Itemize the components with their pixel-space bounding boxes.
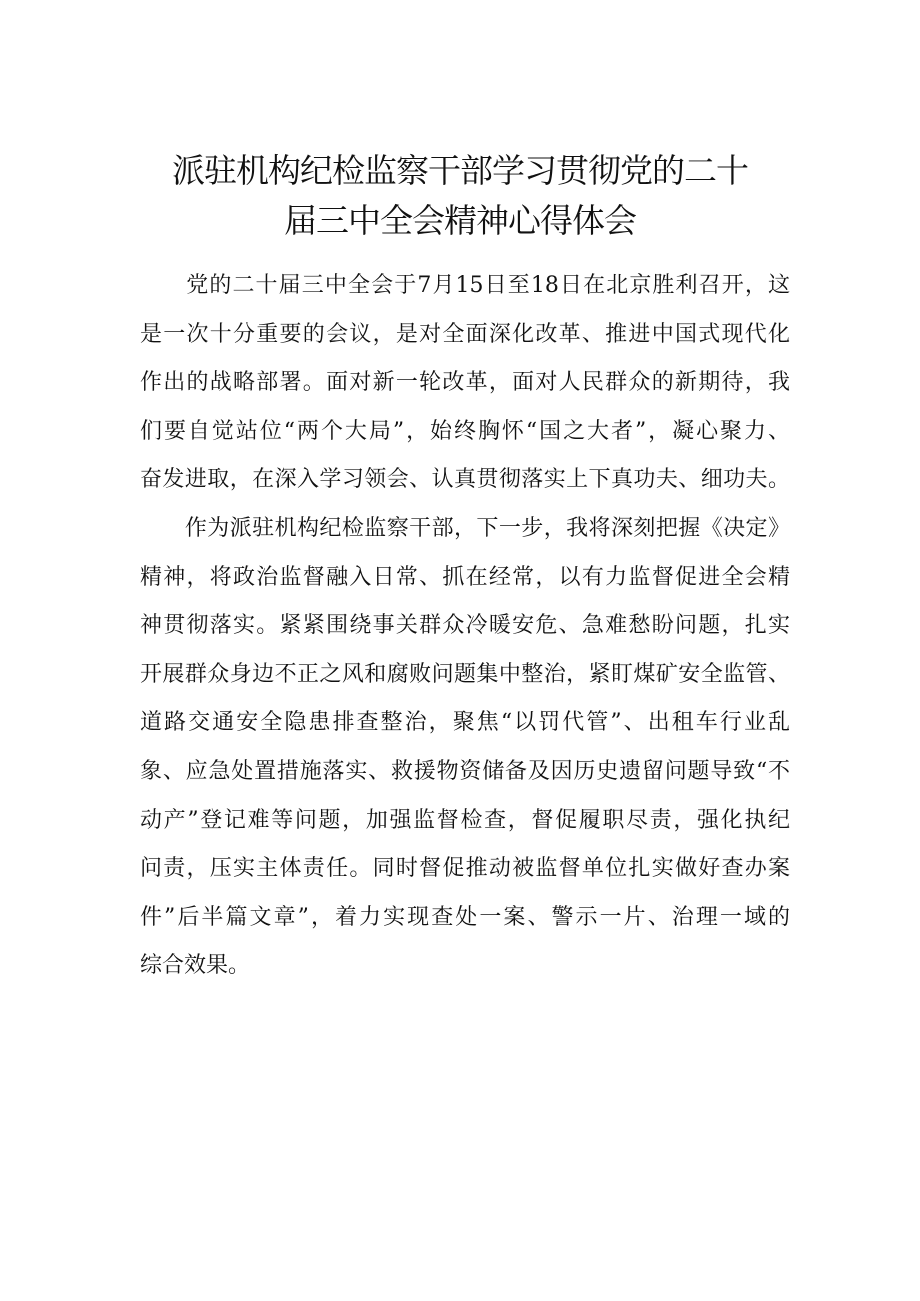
- paragraph-line: 奋发进取，在深入学习领会、认真贯彻落实上下真功夫、细功夫。: [140, 467, 790, 493]
- paragraph-line: 道路交通安全隐患排查整治，聚焦“以罚代管”、出租车行业乱: [140, 710, 790, 736]
- paragraph-line: 动产”登记难等问题，加强监督检查，督促履职尽责，强化执纪: [140, 807, 790, 833]
- paragraph-line: 们要自觉站位“两个大局”，始终胸怀“国之大者”，凝心聚力、: [140, 418, 790, 444]
- paragraph-line: 神贯彻落实。紧紧围绕事关群众冷暖安危、急难愁盼问题，扎实: [140, 613, 790, 639]
- title-line-2: 届三中全会精神心得体会: [284, 201, 636, 240]
- paragraph-line: 问责，压实主体责任。同时督促推动被监督单位扎实做好查办案: [140, 856, 790, 882]
- paragraph-line: 党的二十届三中全会于7月15日至18日在北京胜利召开，这: [140, 273, 790, 298]
- paragraph-line: 综合效果。: [140, 953, 251, 979]
- paragraph-line: 作为派驻机构纪检监察干部，下一步，我将深刻把握《决定》: [140, 515, 790, 541]
- document-body: [140, 262, 790, 991]
- paragraph-line: 作出的战略部署。面对新一轮改革，面对人民群众的新期待，我: [140, 370, 790, 396]
- document-title: [120, 146, 800, 246]
- paragraph-line: 开展群众身边不正之风和腐败问题集中整治，紧盯煤矿安全监管、: [140, 661, 790, 687]
- paragraph-1: [140, 262, 790, 505]
- paragraph-line: 件”后半篇文章”，着力实现查处一案、警示一片、治理一域的: [140, 904, 790, 930]
- paragraph-2: [140, 505, 790, 991]
- paragraph-line: 精神，将政治监督融入日常、抓在经常，以有力监督促进全会精: [140, 564, 790, 590]
- title-line-1: 派驻机构纪检监察干部学习贯彻党的二十: [172, 151, 748, 190]
- paragraph-line: 是一次十分重要的会议，是对全面深化改革、推进中国式现代化: [140, 321, 790, 347]
- paragraph-line: 象、应急处置措施落实、救援物资储备及因历史遗留问题导致“不: [140, 758, 790, 784]
